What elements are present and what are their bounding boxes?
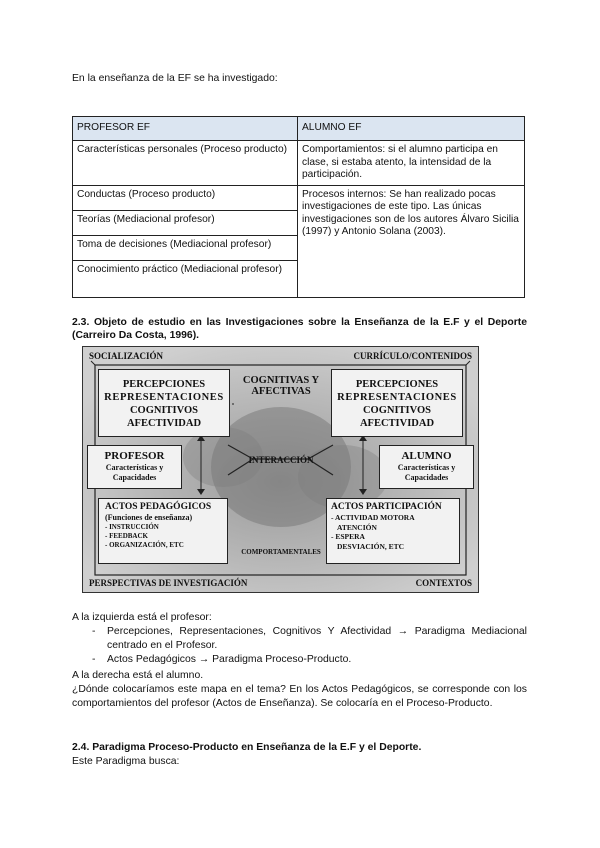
center-interaccion: INTERACCIÓN — [248, 455, 314, 465]
actos-ped-item: - ORGANIZACIÓN, ETC — [105, 541, 184, 549]
actos-part-item: - ESPERA — [331, 532, 365, 541]
corner-contextos: CONTEXTOS — [415, 578, 472, 588]
right-intro: A la derecha está el alumno. — [72, 670, 204, 681]
box-actos-participacion — [326, 498, 460, 564]
list-item-text: Actos Pedagógicos → Paradigma Proceso-Producto. — [107, 654, 352, 665]
research-table — [72, 116, 525, 298]
intro-text: En la enseñanza de la EF se ha investigado: — [72, 73, 278, 84]
table-cell: Toma de decisiones (Mediacional profesor) — [73, 235, 298, 260]
list-item-text: Percepciones, Representaciones, Cognitivos Y Afectividad → Paradigma Mediacional centrado en el Profesor. — [107, 626, 527, 651]
box-percepciones-alumno — [331, 369, 463, 437]
left-intro: A la izquierda está el profesor: — [72, 612, 212, 623]
profesor-title: PROFESOR — [104, 450, 165, 462]
list-dash: - — [92, 626, 96, 637]
box-line: PERCEPCIONES — [355, 379, 439, 390]
actos-part-item: - ACTIVIDAD MOTORA — [331, 513, 415, 522]
alumno-title: ALUMNO — [401, 450, 452, 462]
box-line: PERCEPCIONES — [122, 379, 206, 390]
table-header-profesor: PROFESOR EF — [73, 117, 298, 141]
corner-socializacion: SOCIALIZACIÓN — [89, 351, 164, 361]
research-diagram — [82, 346, 479, 593]
actos-ped-sub: (Funciones de enseñanza) — [105, 513, 193, 522]
last-line: Este Paradigma busca: — [72, 756, 180, 767]
actos-ped-title: ACTOS PEDAGÓGICOS — [105, 502, 212, 512]
actos-part-item: DESVIACIÓN, ETC — [337, 541, 405, 551]
box-line: AFECTIVIDAD — [126, 418, 202, 429]
box-line: COGNITIVOS — [362, 405, 432, 416]
actos-part-title: ACTOS PARTICIPACIÓN — [331, 502, 442, 512]
corner-curriculo: CURRÍCULO/CONTENIDOS — [353, 351, 472, 361]
profesor-sub: Características y Capacidades — [105, 463, 164, 482]
actos-ped-item: - INSTRUCCIÓN — [105, 523, 159, 531]
box-line: REPRESENTACIONES — [337, 392, 457, 403]
section-heading-2-4: 2.4. Paradigma Proceso-Producto en Enseñanza de la E.F y el Deporte. — [72, 742, 422, 753]
center-comportamentales: COMPORTAMENTALES — [241, 548, 321, 556]
table-cell: Características personales (Proceso producto) — [73, 141, 298, 186]
section-heading-2-3: 2.3. Objeto de estudio en las Investigaciones sobre la Enseñanza de la E.F y el Deporte (Carreiro Da Costa, 1996). — [72, 317, 527, 341]
table-cell: Procesos internos: Se han realizado pocas investigaciones de este tipo. Las únicas investigaciones son de los autores Álvaro Sicilia (1997) y Antonio Solana (2003). — [298, 185, 525, 297]
question-paragraph: ¿Dónde colocaríamos este mapa en el tema? En los Actos Pedagógicos, se corresponde con los comportamientos del profesor (Actos de Enseñanza). Se colocaría en el Proceso-Producto. — [72, 684, 527, 709]
table-header-alumno: ALUMNO EF — [298, 117, 525, 141]
box-percepciones-profesor — [98, 369, 230, 437]
center-cognitivas: COGNITIVAS Y AFECTIVAS — [242, 375, 320, 397]
table-cell: Conocimiento práctico (Mediacional profesor) — [73, 260, 298, 297]
box-actos-pedagogicos — [98, 498, 228, 564]
box-alumno — [379, 445, 474, 489]
table-cell: Teorías (Mediacional profesor) — [73, 210, 298, 235]
list-item — [92, 653, 527, 667]
box-line: AFECTIVIDAD — [359, 418, 435, 429]
corner-perspectivas: PERSPECTIVAS DE INVESTIGACIÓN — [89, 578, 248, 588]
table-cell: Comportamientos: si el alumno participa en clase, si estaba atento, la intensidad de la participación. — [298, 141, 525, 186]
box-line: COGNITIVOS — [129, 405, 199, 416]
box-profesor — [87, 445, 182, 489]
table-cell: Conductas (Proceso producto) — [73, 185, 298, 210]
list-dash: - — [92, 654, 96, 665]
actos-ped-item: - FEEDBACK — [105, 532, 148, 540]
actos-part-item: ATENCIÓN — [337, 522, 377, 532]
list-item — [92, 625, 527, 653]
box-line: REPRESENTACIONES — [104, 392, 224, 403]
alumno-sub: Características y Capacidades — [397, 463, 456, 482]
